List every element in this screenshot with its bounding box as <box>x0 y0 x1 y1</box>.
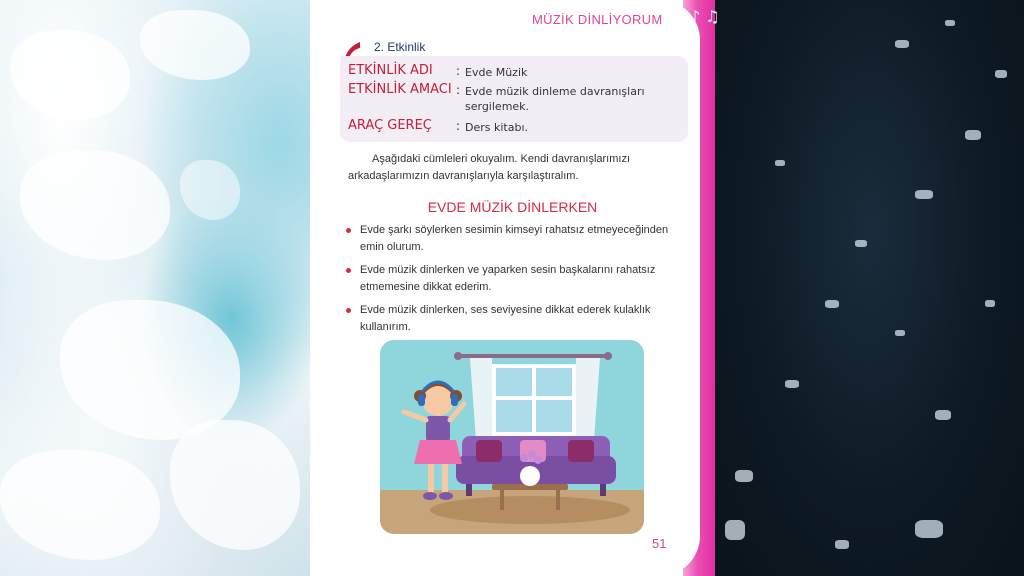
activity-materials-label: ARAÇ GEREÇ <box>348 118 432 133</box>
section-title: EVDE MÜZİK DİNLERKEN <box>427 199 598 215</box>
rules-list <box>346 222 676 342</box>
ocean-background <box>715 0 1024 576</box>
activity-materials-value: Ders kitabı. <box>465 121 529 134</box>
list-item <box>346 302 676 336</box>
girl-listening-music-illustration <box>380 340 644 534</box>
page-number: 51 <box>652 536 667 551</box>
activity-materials-colon: : <box>456 119 461 133</box>
list-item <box>346 222 676 256</box>
activity-name-label: ETKİNLİK ADI <box>348 63 433 78</box>
ice-background <box>0 0 310 576</box>
bullet-dot-icon <box>346 228 351 233</box>
list-item-text: Evde şarkı söylerken sesimin kimseyi rahatsız etmeyeceğinden emin olurum. <box>360 224 669 253</box>
list-item <box>346 262 676 296</box>
music-notes-icon: ♪ ♫ <box>690 7 720 26</box>
activity-name-value: Evde Müzik <box>465 66 528 79</box>
activity-purpose-value: Evde müzik dinleme davranışları sergilemek. <box>465 85 645 113</box>
activity-purpose-label: ETKİNLİK AMACI <box>348 82 452 97</box>
intro-paragraph: Aşağıdaki cümleleri okuyalım. Kendi davranışlarımızı arkadaşlarımızın davranışlarıyla karşılaştıralım. <box>348 153 630 182</box>
list-item-text: Evde müzik dinlerken, ses seviyesine dikkat ederek kulaklık kullanırım. <box>360 304 651 333</box>
activity-name-colon: : <box>456 64 461 78</box>
bullet-dot-icon <box>346 308 351 313</box>
bullet-dot-icon <box>346 268 351 273</box>
page-header-title: MÜZİK DİNLİYORUM <box>532 12 663 27</box>
activity-purpose-colon: : <box>456 83 461 97</box>
list-item-text: Evde müzik dinlerken ve yaparken sesin başkalarını rahatsız etmemesine dikkat ederim. <box>360 264 656 293</box>
activity-number: 2. Etkinlik <box>374 40 426 54</box>
